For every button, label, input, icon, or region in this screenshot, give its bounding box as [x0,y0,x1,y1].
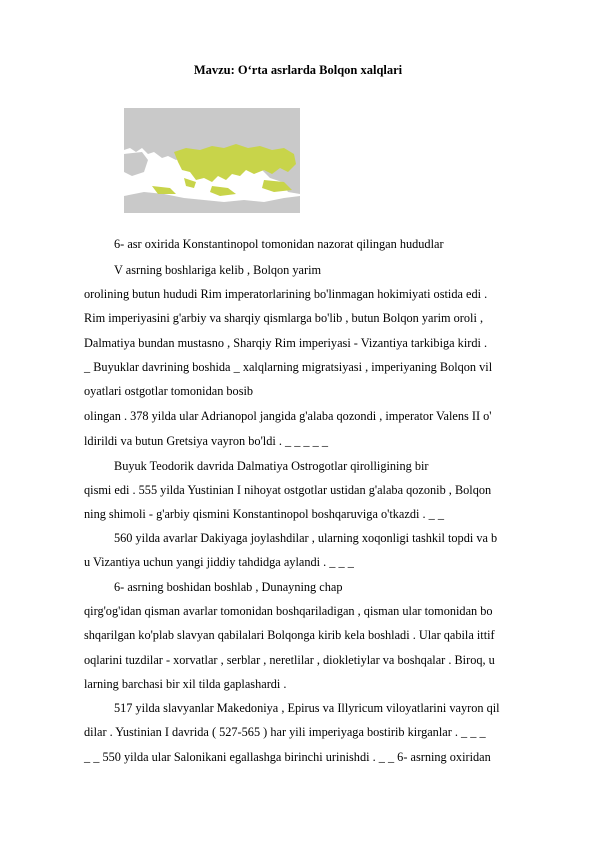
text-line: V asrning boshlariga kelib , Bolqon yarim [114,263,322,277]
map-image [124,108,300,213]
text-line: qirg'og'idan qisman avarlar tomonidan boshqariladigan , qisman ular tomonidan bo [84,604,493,618]
text-line: _ _ 550 yilda ular Salonikani egallashga birinchi urinishdi . _ _ 6- asrning oxiridan [84,750,491,764]
page-title: Mavzu: O‘rta asrlarda Bolqon xalqlari [193,63,403,77]
text-line: 517 yilda slavyanlar Makedoniya , Epirus va Illyricum viloyatlarini vayron qil [114,701,500,715]
text-line: olingan . 378 yilda ular Adrianopol jangida g'alaba qozondi , imperator Valens II o' [84,409,492,423]
text-line: larning barchasi bir xil tilda gaplashardi . [84,677,287,691]
text-line: qismi edi . 555 yilda Yustinian I nihoyat ostgotlar ustidan g'alaba qozonib , Bolqon [84,483,492,497]
text-line: _ Buyuklar davrining boshida _ xalqlarning migratsiyasi , imperiyaning Bolqon vil [84,360,493,374]
text-line: Dalmatiya bundan mustasno , Sharqiy Rim imperiyasi - Vizantiya tarkibiga kirdi . [84,336,488,350]
text-line: dilar . Yustinian I davrida ( 527-565 ) har yili imperiyaga bostirib kirganlar . _ _ _ [84,725,486,739]
text-line: Buyuk Teodorik davrida Dalmatiya Ostrogotlar qirolligining bir [114,459,429,473]
text-line: 560 yilda avarlar Dakiyaga joylashdilar , ularning xoqonligi tashkil topdi va b [114,531,498,545]
text-line: oqlarini tuzdilar - xorvatlar , serblar , neretlilar , diokletiylar va boshqalar . Biroq, u [84,653,495,667]
text-line: shqarilgan ko'plab slavyan qabilalari Bolqonga kirib kela boshladi . Ular qabila ittif [84,628,495,642]
text-line: u Vizantiya uchun yangi jiddiy tahdidga aylandi . _ _ _ [84,555,354,569]
text-line: orolining butun hududi Rim imperatorlarining bo'linmagan hokimiyati ostida edi . [84,287,488,301]
text-line: Rim imperiyasini g'arbiy va sharqiy qismlarga bo'lib , butun Bolqon yarim oroli , [84,311,484,325]
text-line: 6- asrning boshidan boshlab , Dunayning chap [114,580,343,594]
text-line: 6- asr oxirida Konstantinopol tomonidan nazorat qilingan hududlar [114,237,444,251]
text-line: oyatlari ostgotlar tomonidan bosib [84,384,254,398]
text-line: ning shimoli - g'arbiy qismini Konstantinopol boshqaruviga o'tkazdi . _ _ [84,507,444,521]
text-line: ldirildi va butun Gretsiya vayron bo'ldi . _ _ _ _ _ [84,434,329,448]
